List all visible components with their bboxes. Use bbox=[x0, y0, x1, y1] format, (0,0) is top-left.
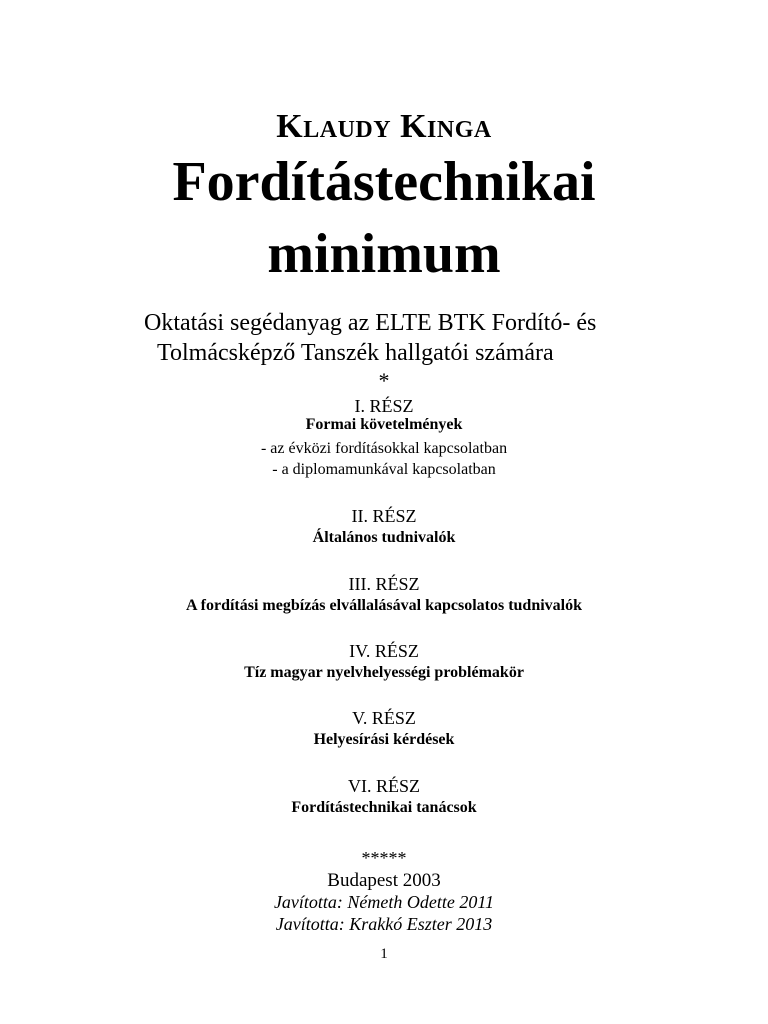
part-6-title: Fordítástechnikai tanácsok bbox=[291, 799, 477, 816]
part-1-note-2: - a diplomamunkával kapcsolatban bbox=[272, 461, 496, 478]
part-1-title: Formai követelmények bbox=[305, 416, 463, 433]
author-name: Klaudy Kinga bbox=[276, 108, 492, 145]
part-3-label: III. RÉSZ bbox=[348, 574, 420, 594]
part-5-label: V. RÉSZ bbox=[352, 708, 416, 728]
part-2-title: Általános tudnivalók bbox=[312, 529, 456, 546]
part-3-title: A fordítási megbízás elvállalásával kapcsolatos tudnivalók bbox=[185, 597, 583, 614]
footer-edited-by-2: Javította: Krakkó Eszter 2013 bbox=[275, 914, 493, 934]
part-4-label: IV. RÉSZ bbox=[349, 641, 419, 661]
title-line-2: minimum bbox=[267, 223, 501, 285]
part-5-title: Helyesírási kérdések bbox=[313, 731, 455, 748]
footer-place-year: Budapest 2003 bbox=[327, 870, 441, 891]
part-4-title: Tíz magyar nyelvhelyességi problémakör bbox=[244, 664, 524, 681]
separator-star: * bbox=[378, 368, 390, 393]
subtitle-line-2: Tolmácsképző Tanszék hallgatói számára bbox=[157, 340, 554, 366]
footer-edited-by-1: Javította: Németh Odette 2011 bbox=[273, 892, 495, 912]
part-2-label: II. RÉSZ bbox=[351, 506, 417, 526]
subtitle-line-1: Oktatási segédanyag az ELTE BTK Fordító- és bbox=[144, 310, 597, 336]
title-line-1: Fordítástechnikai bbox=[172, 151, 596, 213]
footer-separator-stars: ***** bbox=[361, 848, 407, 868]
part-1-note-1: - az évközi fordításokkal kapcsolatban bbox=[260, 440, 508, 457]
page-number: 1 bbox=[380, 946, 388, 962]
part-6-label: VI. RÉSZ bbox=[348, 776, 420, 796]
part-1-label: I. RÉSZ bbox=[354, 396, 414, 416]
